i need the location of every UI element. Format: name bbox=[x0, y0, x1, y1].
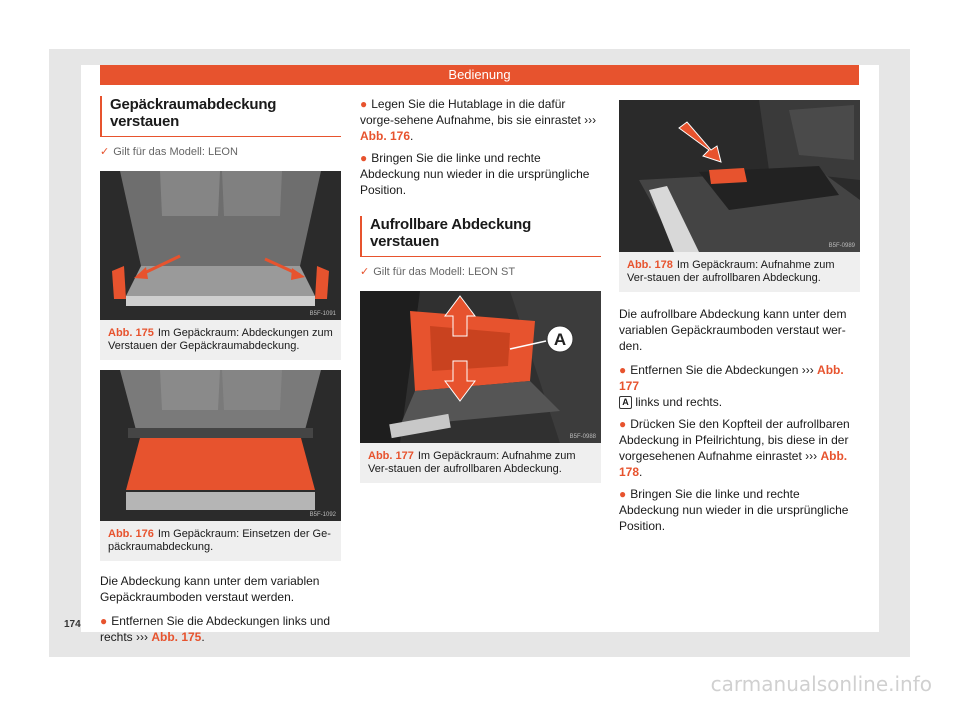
instruction-step bbox=[100, 613, 341, 645]
bullet-dot-icon: ● bbox=[360, 151, 368, 165]
column-2 bbox=[360, 96, 601, 483]
checkmark-icon: ✓ bbox=[360, 266, 370, 278]
paragraph-intro: Die Abdeckung kann unter dem variablen Gepäckraumboden verstaut werden. bbox=[100, 574, 320, 604]
instruction-step bbox=[619, 362, 860, 410]
figure-178-image bbox=[619, 100, 860, 252]
figure-label: Abb. 177 bbox=[368, 450, 414, 462]
bullet-dot-icon: ● bbox=[619, 417, 627, 431]
figure-link[interactable]: Abb. 176 bbox=[360, 129, 411, 143]
caption-text: Im Gepäckraum: Aufnahme zum Ver-stauen der aufrollbaren Abdeckung. bbox=[627, 259, 835, 284]
instruction-step bbox=[360, 96, 601, 144]
applies-text: Gilt für das Modell: LEON ST bbox=[373, 266, 516, 278]
step-tail: . bbox=[201, 630, 205, 644]
figure-link[interactable]: Abb. 175 bbox=[151, 630, 202, 644]
figure-link[interactable]: Abb. 178 bbox=[619, 449, 848, 479]
section-header: Bedienung bbox=[100, 65, 859, 85]
bullet-dot-icon: ● bbox=[619, 363, 627, 377]
instruction-step bbox=[619, 416, 860, 480]
figure-code: B5F-0988 bbox=[569, 434, 596, 440]
step-text: Bringen Sie die linke und rechte Abdeckung nun wieder in die ursprüngliche Position. bbox=[360, 151, 590, 197]
figure-176-image bbox=[100, 370, 341, 521]
figure-label: Abb. 176 bbox=[108, 528, 154, 540]
applies-to-leon bbox=[100, 145, 341, 158]
caption-text: Im Gepäckraum: Abdeckungen zum Verstauen der Gepäckraumabdeckung. bbox=[108, 327, 333, 352]
bullet-dot-icon: ● bbox=[100, 614, 108, 628]
step-text: Legen Sie die Hutablage in die dafür vorge-sehene Aufnahme, bis sie einrastet ››› bbox=[360, 97, 597, 127]
heading-rollable-cover: Aufrollbare Abdeckung verstauen bbox=[360, 216, 601, 257]
instruction-step bbox=[360, 150, 601, 198]
applies-text: Gilt für das Modell: LEON bbox=[113, 146, 238, 158]
figure-link[interactable]: Abb. 177 bbox=[619, 363, 844, 393]
figure-177-image bbox=[360, 291, 601, 443]
step-tail: . bbox=[410, 129, 414, 143]
figure-176-caption bbox=[100, 521, 341, 561]
step-tail: . bbox=[639, 465, 643, 479]
watermark: carmanualsonline.info bbox=[710, 672, 932, 696]
bullet-dot-icon: ● bbox=[360, 97, 368, 111]
caption-text: Im Gepäckraum: Einsetzen der Ge-päckraumabdeckung. bbox=[108, 528, 331, 553]
figure-177-caption bbox=[360, 443, 601, 483]
page-number: 174 bbox=[64, 619, 81, 630]
step-text: Entfernen Sie die Abdeckungen ››› bbox=[630, 363, 814, 377]
column-1 bbox=[100, 96, 341, 645]
paragraph-intro: Die aufrollbare Abdeckung kann unter dem variablen Gepäckraumboden verstaut wer-den. bbox=[619, 307, 847, 353]
column-3 bbox=[619, 100, 860, 534]
step-tail: links und rechts. bbox=[635, 395, 723, 409]
caption-text: Im Gepäckraum: Aufnahme zum Ver-stauen der aufrollbaren Abdeckung. bbox=[368, 450, 576, 475]
figure-175-caption bbox=[100, 320, 341, 360]
figure-175-image bbox=[100, 171, 341, 320]
step-text: Bringen Sie die linke und rechte Abdeckung nun wieder in die ursprüngliche Position. bbox=[619, 487, 849, 533]
marker-a-badge: A bbox=[619, 396, 632, 409]
marker-a: A bbox=[553, 330, 567, 349]
figure-178-caption bbox=[619, 252, 860, 292]
figure-label: Abb. 178 bbox=[627, 259, 673, 271]
heading-cover-storage: Gepäckraumabdeckung verstauen bbox=[100, 96, 341, 137]
instruction-step bbox=[619, 486, 860, 534]
figure-label: Abb. 175 bbox=[108, 327, 154, 339]
step-text: Drücken Sie den Kopfteil der aufrollbaren Abdeckung in Pfeilrichtung, bis diese in der vorgesehenen Aufnahme einrastet ››› bbox=[619, 417, 850, 463]
applies-to-leon-st bbox=[360, 265, 601, 278]
figure-code: B5F-1091 bbox=[309, 311, 336, 317]
step-text: Entfernen Sie die Abdeckungen links und rechts ››› bbox=[100, 614, 331, 644]
checkmark-icon: ✓ bbox=[100, 146, 110, 158]
figure-code: B5F-1092 bbox=[309, 512, 336, 518]
figure-code: B5F-0989 bbox=[828, 243, 855, 249]
bullet-dot-icon: ● bbox=[619, 487, 627, 501]
